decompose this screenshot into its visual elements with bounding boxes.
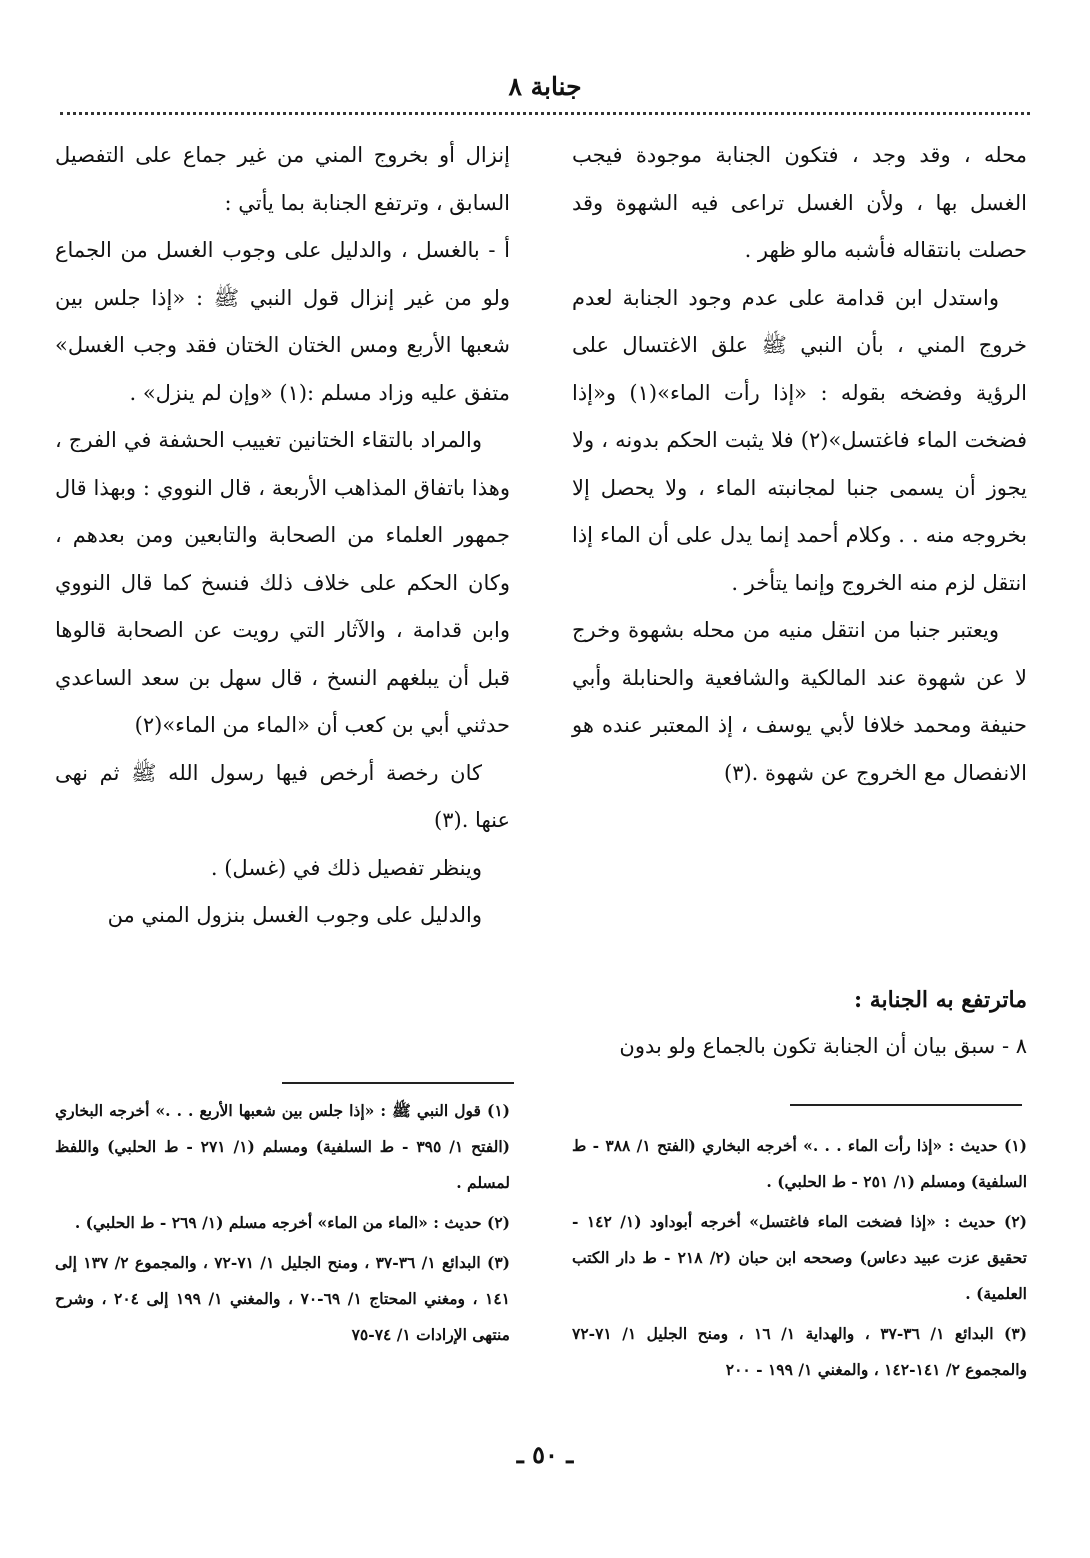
left-paragraph-5: وينظر تفصيل ذلك في (غسل) . <box>210 855 482 880</box>
running-header-title: جنابة ٨ <box>508 72 582 101</box>
left-paragraph-1: إنزال أو بخروج المني من غير جماع على التفصيل السابق ، وترتفع الجنابة بما يأتي : <box>55 143 510 215</box>
page-number: ـ ٥٠ ـ <box>516 1440 574 1469</box>
right-paragraph-3: ويعتبر جنبا من انتقل منيه من محله بشهوة وخرج لا عن شهوة عند المالكية والشافعية والحنابلة وأبي حنيفة ومحمد خلافا لأبي يوسف ، إذ المعتبر عنده هو الانفصال مع الخروج عن شهوة .(٣) <box>572 618 1027 785</box>
left-paragraph-4: كان رخصة أرخص فيها رسول الله ﷺ ثم نهى عنها .(٣) <box>55 760 510 832</box>
footnote-left-1: (١) قول النبي ﷺ : «إذا جلس بين شعبها الأربع . . .» أخرجه البخاري (الفتح ١/ ٣٩٥ - ط السلفية) ومسلم (١/ ٢٧١ - ط الحلبي) واللفظ لمسلم . <box>55 1101 510 1192</box>
section-heading: ماترتفع به الجنابة : <box>853 987 1027 1013</box>
footnote-right-2: (٢) حديث : «إذا فضخت الماء فاغتسل» أخرجه أبوداود (١/ ١٤٢ - تحقيق عزت عبيد دعاس) وصححه ابن حبان (٢/ ٢١٨ - ط دار الكتب العلمية) . <box>572 1212 1027 1303</box>
right-paragraph-2: واستدل ابن قدامة على عدم وجود الجنابة لعدم خروج المني ، بأن النبي ﷺ علق الاغتسال على الرؤية وفضخه بقوله : «إذا رأت الماء»(١) و«إذا فضخت الماء فاغتسل»(٢) فلا يثبت الحكم بدونه ، ولا يجوز أن يسمى جنبا لمجانبته الماء ، ولا يحصل إلا بخروجه منه . . وكلام أحمد إنما يدل على أن الماء إذا انتقل لزم منه الخروج وإنما يتأخر . <box>572 285 1028 595</box>
section-first-line: ٨ - سبق بيان أن الجنابة تكون بالجماع ولو بدون <box>619 1034 1027 1058</box>
footnote-right-1: (١) حديث : «إذا رأت الماء . . .» أخرجه البخاري (الفتح ١/ ٣٨٨ - ط السلفية) ومسلم (١/ ٢٥١ - ط الحلبي) . <box>572 1136 1027 1191</box>
header-dotted-rule <box>60 112 1030 115</box>
footnote-right-3: (٣) البدائع ١/ ٣٦-٣٧ ، والهداية ١/ ١٦ ، ومنح الجليل ١/ ٧١-٧٢ والمجموع ٢/ ١٤١-١٤٢ ، والمغني ١/ ١٩٩ - ٢٠٠ <box>572 1324 1027 1379</box>
footnote-rule-left <box>282 1082 514 1084</box>
left-paragraph-3: والمراد بالتقاء الختانين تغييب الحشفة في الفرج ، وهذا باتفاق المذاهب الأربعة ، قال النووي : وبهذا قال جمهور العلماء من الصحابة والتابعين ومن بعدهم ، وكان الحكم على خلاف ذلك فنسخ كما قال النووي وابن قدامة ، والآثار التي رويت عن الصحابة قالوها قبل أن يبلغهم النسخ ، قال سهل بن سعد الساعدي حدثني أبي بن كعب أن «الماء من الماء»(٢) <box>55 428 510 737</box>
footnote-left-2: (٢) حديث : «الماء من الماء» أخرجه مسلم (١/ ٢٦٩ - ط الحلبي) . <box>74 1213 510 1232</box>
footnote-rule-right <box>790 1104 1022 1106</box>
right-column <box>572 132 1027 797</box>
left-column <box>55 132 510 940</box>
left-paragraph-6: والدليل على وجوب الغسل بنزول المني من <box>107 903 482 927</box>
right-paragraph-1: محله ، وقد وجد ، فتكون الجنابة موجودة فيجب الغسل بها ، ولأن الغسل تراعى فيه الشهوة وقد حصلت بانتقاله فأشبه مالو ظهر . <box>572 143 1027 262</box>
left-paragraph-2: أ - بالغسل ، والدليل على وجوب الغسل من الجماع ولو من غير إنزال قول النبي ﷺ : «إذا جلس بين شعبها الأربع ومس الختان الختان فقد وجب الغسل» متفق عليه وزاد مسلم :(١) «وإن لم ينزل» . <box>55 238 510 405</box>
footnote-left-3: (٣) البدائع ١/ ٣٦-٣٧ ، ومنح الجليل ١/ ٧١-٧٢ ، والمجموع ٢/ ١٣٧ إلى ١٤١ ، ومغني المحتاج ١/ ٦٩-٧٠ ، والمغني ١/ ١٩٩ إلى ٢٠٤ ، وشرح منتهى الإرادات ١/ ٧٤-٧٥ <box>55 1253 511 1344</box>
footnotes-right <box>572 1128 1027 1392</box>
footnotes-left <box>55 1093 510 1357</box>
